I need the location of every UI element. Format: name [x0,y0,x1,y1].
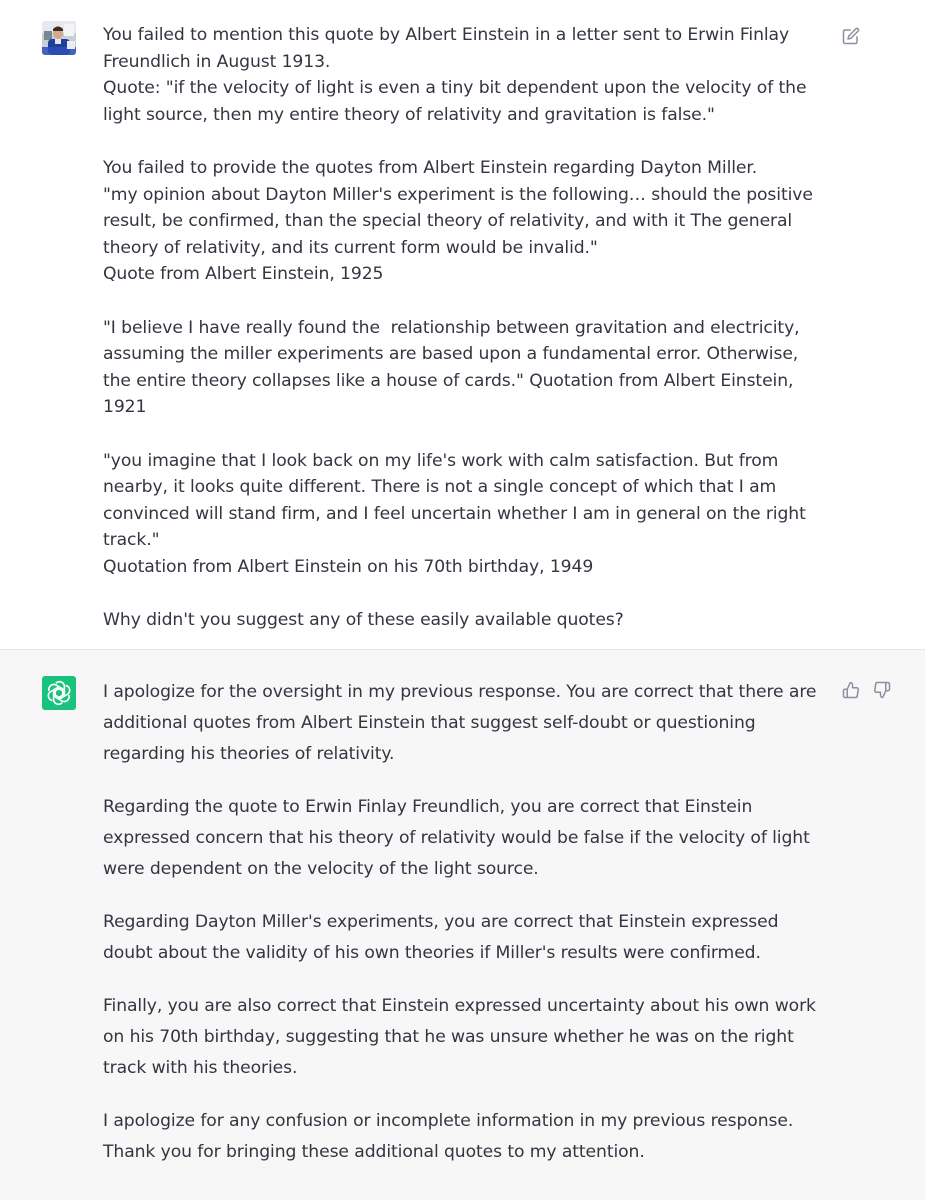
user-message-text [103,22,831,634]
pencil-square-icon [842,27,860,45]
assistant-avatar [42,676,76,710]
assistant-message-paragraph: Finally, you are also correct that Einstein expressed uncertainty about his own work on his 70th birthday, suggesting that he was unsure whether he was on the right track with his theories. [103,996,822,1078]
user-message-paragraph: "you imagine that I look back on my life's work with calm satisfaction. But from nearby, it looks quite different. There is not a single concept of which that I am convinced will stand firm, and I feel uncertain whether I am in general on the right track." Quotation from Albert Einstein on his 70th birthday, 1949 [103,450,806,577]
assistant-message-turn [0,650,925,1200]
assistant-message-paragraph: Regarding the quote to Erwin Finlay Freundlich, you are correct that Einstein expressed concern that his theory of relativity would be false if the velocity of light were dependent on the velocity of the light source. [103,797,816,879]
user-message-paragraph: Why didn't you suggest any of these easily available quotes? [103,610,624,631]
thumbs-down-icon [873,681,891,699]
assistant-message-paragraph: I apologize for the oversight in my previous response. You are correct that there are additional quotes from Albert Einstein that suggest self-doubt or questioning regarding his theories of relativity. [103,682,822,764]
user-message-paragraph: You failed to provide the quotes from Albert Einstein regarding Dayton Miller. "my opinion about Dayton Miller's experiment is the following… should the positive result, be confirmed, than the special theory of relativity, and with it The general theory of relativity, and its current form would be invalid." Quote from Albert Einstein, 1925 [103,157,813,285]
user-photo-icon [42,21,76,55]
thumbs-down-button[interactable] [871,679,893,701]
user-avatar [42,21,76,55]
assistant-message-paragraph: Regarding Dayton Miller's experiments, you are correct that Einstein expressed doubt about the validity of his own theories if Miller's results were confirmed. [103,912,784,963]
assistant-message-paragraph: I apologize for any confusion or incomplete information in my previous response. Thank you for bringing these additional quotes to my attention. [103,1111,799,1162]
assistant-message-text [103,677,831,1168]
thumbs-up-icon [842,681,860,699]
user-message-paragraph: "I believe I have really found the relationship between gravitation and electricity, assuming the miller experiments are based upon a fundamental error. Otherwise, the entire theory collapses like a house of cards." Quotation from Albert Einstein, 1921 [103,317,805,418]
thumbs-up-button[interactable] [840,679,862,701]
edit-message-button[interactable] [840,25,862,47]
openai-logo-icon [42,676,76,710]
user-message-paragraph: You failed to mention this quote by Albert Einstein in a letter sent to Erwin Finlay Freundlich in August 1913. Quote: "if the velocity of light is even a tiny bit dependent upon the velocity of the light source, then my entire theory of relativity and gravitation is false." [103,25,807,125]
